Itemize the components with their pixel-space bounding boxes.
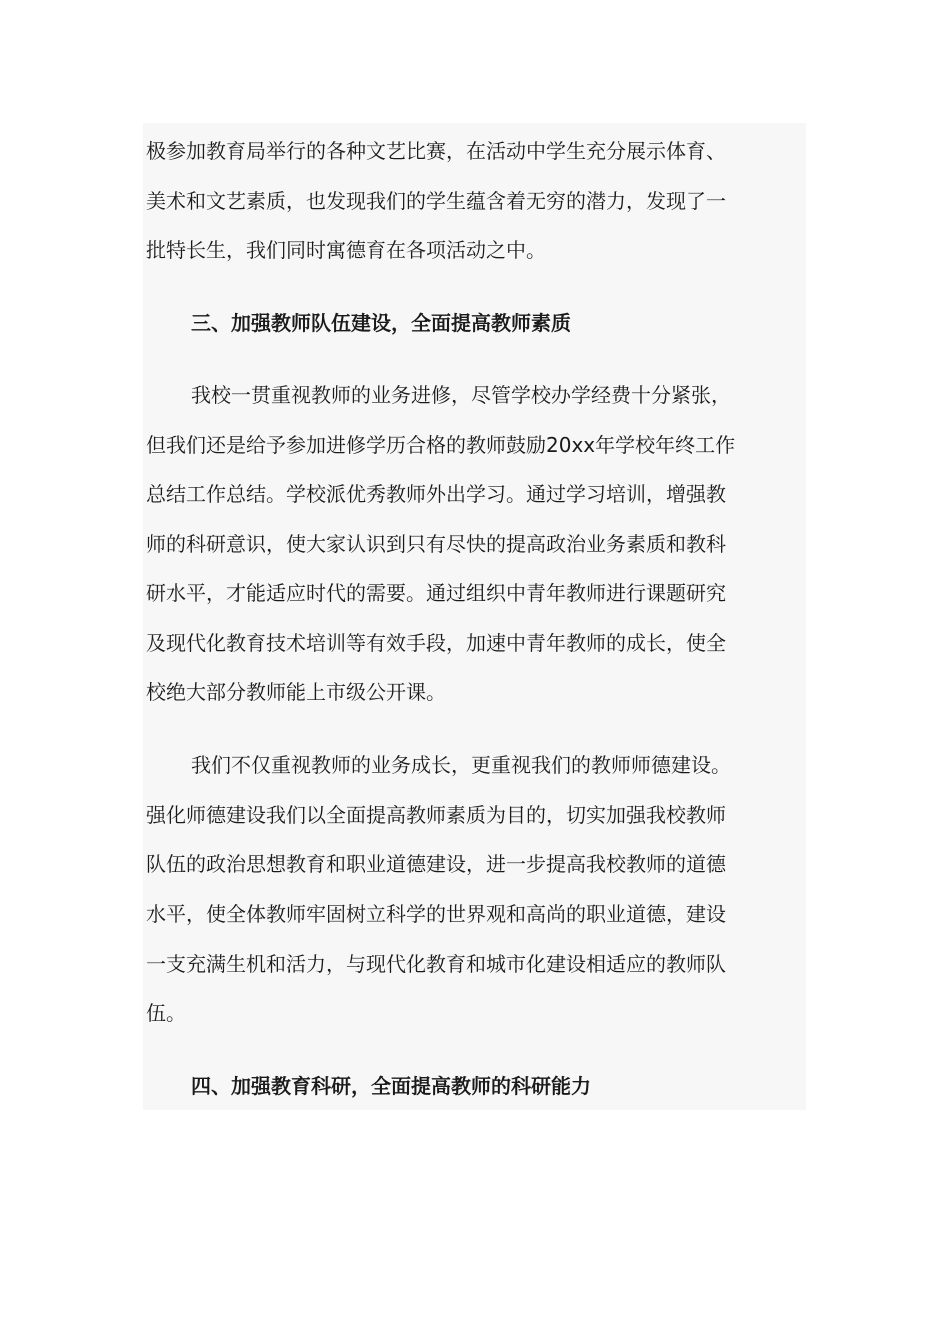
paragraph-line: 我们不仅重视教师的业务成长，更重视我们的教师师德建设。 [191,753,731,777]
paragraph-line: 伍。 [146,1001,186,1025]
paragraph-line: 研水平，才能适应时代的需要。通过组织中青年教师进行课题研究 [146,581,726,605]
paragraph-line: 一支充满生机和活力，与现代化教育和城市化建设相适应的教师队 [146,952,726,976]
paragraph-line: 队伍的政治思想教育和职业道德建设，进一步提高我校教师的道德 [146,852,726,876]
paragraph-line: 及现代化教育技术培训等有效手段，加速中青年教师的成长，使全 [146,631,726,655]
section-heading-4: 四、加强教育科研，全面提高教师的科研能力 [191,1074,591,1098]
paragraph-line: 水平，使全体教师牢固树立科学的世界观和高尚的职业道德，建设 [146,902,726,926]
paragraph-line: 总结工作总结。学校派优秀教师外出学习。通过学习培训，增强教 [146,482,726,506]
section-heading-3: 三、加强教师队伍建设，全面提高教师素质 [191,311,571,335]
paragraph-line: 但我们还是给予参加进修学历合格的教师鼓励20xx年学校年终工作 [146,433,736,457]
paragraph-line: 美术和文艺素质，也发现我们的学生蕴含着无穷的潜力，发现了一 [146,189,726,213]
document-text-block [143,123,806,1110]
paragraph-line: 师的科研意识，使大家认识到只有尽快的提高政治业务素质和教科 [146,532,726,556]
paragraph-line: 批特长生，我们同时寓德育在各项活动之中。 [146,238,546,262]
paragraph-line: 我校一贯重视教师的业务进修，尽管学校办学经费十分紧张， [191,383,731,407]
paragraph-line: 强化师德建设我们以全面提高教师素质为目的，切实加强我校教师 [146,803,726,827]
paragraph-line: 极参加教育局举行的各种文艺比赛，在活动中学生充分展示体育、 [146,139,726,163]
paragraph-line: 校绝大部分教师能上市级公开课。 [146,680,446,704]
